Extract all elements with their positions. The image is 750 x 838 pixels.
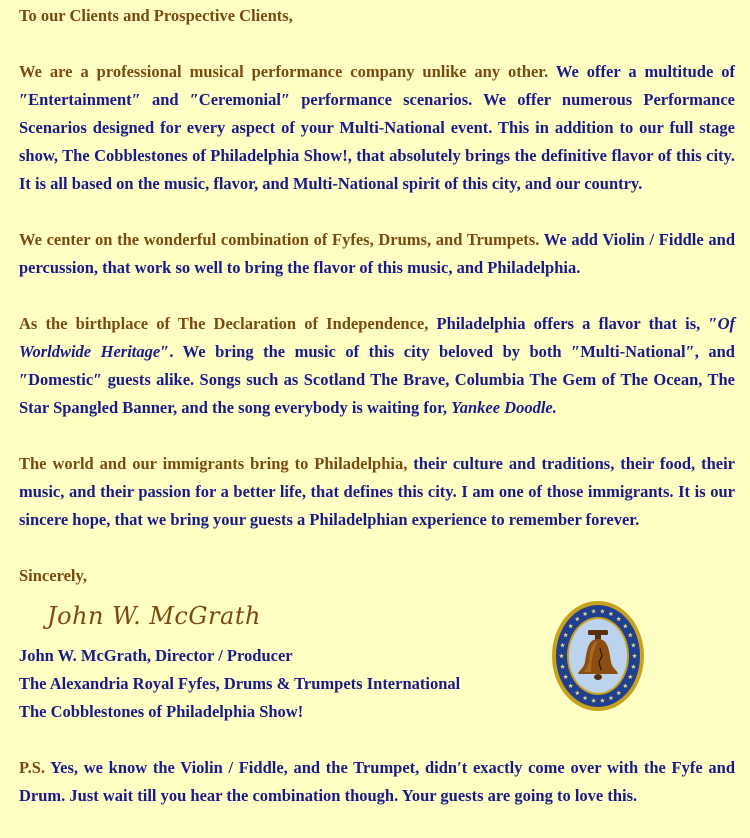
letter-body <box>19 2 735 838</box>
paragraph-instruments <box>19 226 735 282</box>
paragraph-intro-lead: We are a professional musical performance company unlike any other. <box>19 62 549 81</box>
paragraph-immigrants-text: their culture and traditions, their food, their music, and their passion for a better life, that defines this city. I am one of those immigrants. It is our sincere hope, that we bring your guests a Philadelphian experience to remember forever. <box>19 454 735 529</box>
paragraph-heritage <box>19 310 735 422</box>
paragraph-immigrants-lead: The world and our immigrants bring to Philadelphia, <box>19 454 408 473</box>
paragraph-heritage-song: Yankee Doodle. <box>451 398 557 417</box>
liberty-bell-seal-icon <box>551 600 645 712</box>
postscript-text: Yes, we know the Violin / Fiddle, and the Trumpet, didn′t exactly come over with the Fyfe and Drum. Just wait till you hear the combination though. Your guests are going to love this. <box>19 758 735 805</box>
postscript-lead: P.S. <box>19 758 45 777</box>
paragraph-heritage-text-2: . We bring the music of this city beloved by both ″Multi-National″, and ″Domestic″ guests alike. Songs such as Scotland The Brave, Columbia The Gem of The Ocean, The Star Spangled Banner, and the song everybody is waiting for, <box>19 342 735 417</box>
postscript <box>19 754 735 810</box>
paragraph-instruments-lead: We center on the wonderful combination of Fyfes, Drums, and Trumpets. <box>19 230 540 249</box>
company-name: The Alexandria Royal Fyfes, Drums & Trumpets International <box>19 674 461 693</box>
paragraph-intro-text: We offer a multitude of ″Entertainment″ and ″Ceremonial″ performance scenarios. We offer numerous Performance Scenarios designed for every aspect of your Multi-National event. This in addition to our full stage show, The Cobblestones of Philadelphia Show!, that absolutely brings the definitive flavor of this city. It is all based on the music, flavor, and Multi-National spirit of this city, and our country. <box>19 62 736 193</box>
handwritten-signature: John W. McGrath <box>47 602 261 630</box>
paragraph-instruments-text: We add Violin / Fiddle and percussion, that work so well to bring the flavor of this music, and Philadelphia. <box>19 230 735 277</box>
paragraph-heritage-emphasis: ″Of Worldwide Heritage″ <box>19 314 736 361</box>
closing: Sincerely, <box>19 566 87 585</box>
paragraph-heritage-lead: As the birthplace of The Declaration of Independence, <box>19 314 429 333</box>
signer-name-title: John W. McGrath, Director / Producer <box>19 646 293 665</box>
greeting: To our Clients and Prospective Clients, <box>19 6 293 25</box>
paragraph-heritage-text: Philadelphia offers a flavor that is, <box>428 314 709 333</box>
paragraph-intro <box>19 58 735 198</box>
show-name: The Cobblestones of Philadelphia Show! <box>19 702 304 721</box>
paragraph-immigrants <box>19 450 735 534</box>
